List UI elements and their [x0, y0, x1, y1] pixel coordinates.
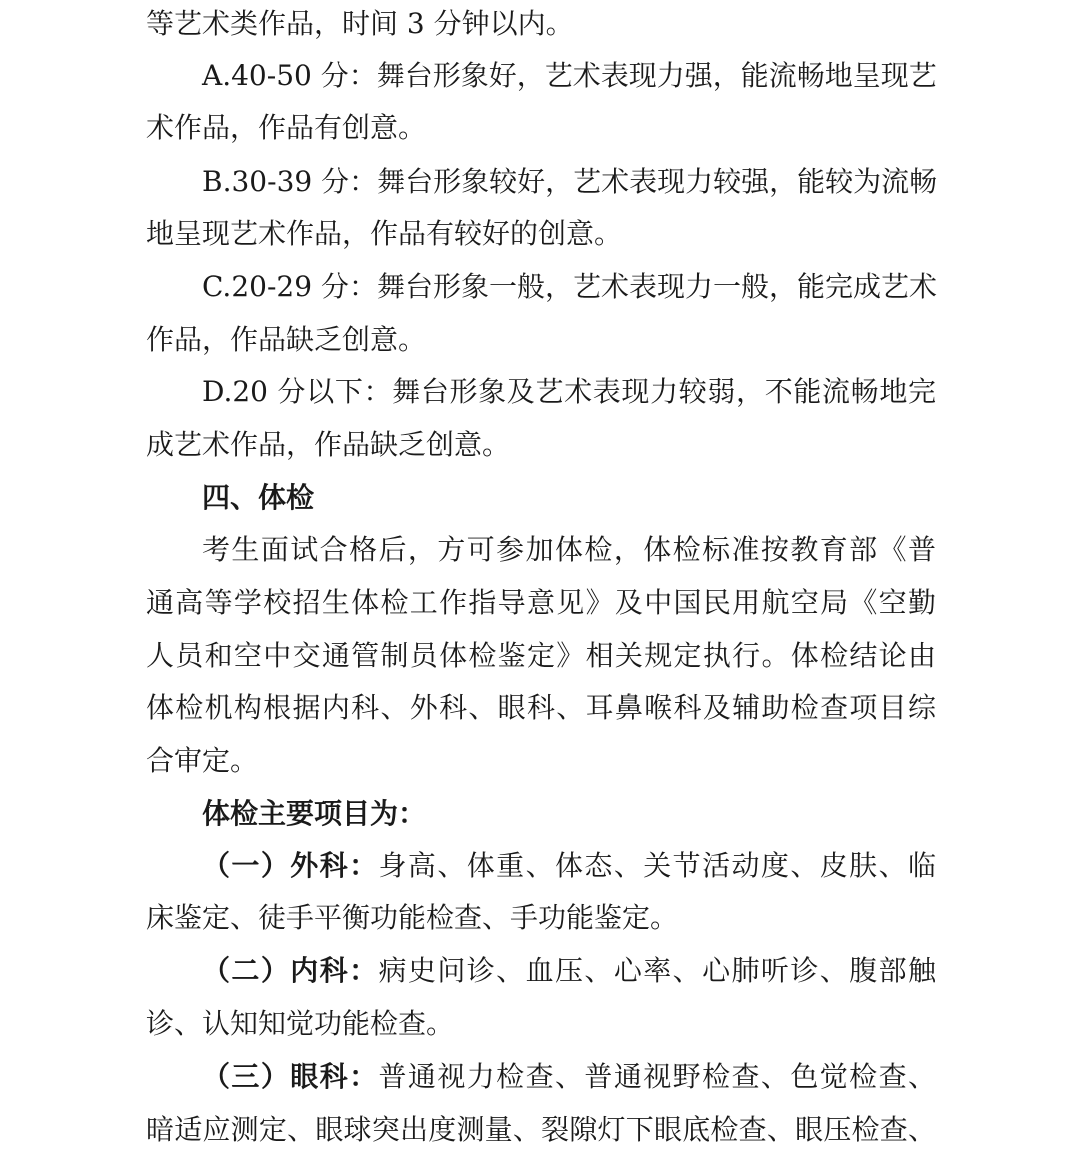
grade-d-line: D.20 分以下：舞台形象及艺术表现力较弱，不能流畅地完 — [202, 375, 936, 408]
grade-a-continuation: 术作品，作品有创意。 — [146, 111, 427, 144]
grade-a-line: A.40-50 分：舞台形象好，艺术表现力强，能流畅地呈现艺 — [202, 59, 937, 92]
item-label: （二）内科： — [202, 954, 379, 987]
section-heading: 四、体检 — [202, 481, 315, 514]
paragraph-line: 通高等学校招生体检工作指导意见》及中国民用航空局《空勤 — [146, 586, 936, 619]
item-text: 病史问诊、血压、心率、心肺听诊、腹部触 — [378, 954, 936, 987]
text-line: 等艺术类作品，时间 3 分钟以内。 — [146, 7, 574, 40]
item-continuation: 暗适应测定、眼球突出度测量、裂隙灯下眼底检查、眼压检查、 — [146, 1113, 936, 1146]
grade-d-continuation: 成艺术作品，作品缺乏创意。 — [146, 428, 511, 461]
grade-b-continuation: 地呈现艺术作品，作品有较好的创意。 — [146, 217, 623, 250]
item-line — [202, 1057, 936, 1097]
item-text: 身高、体重、体态、关节活动度、皮肤、临 — [378, 849, 936, 882]
item-label: （三）眼科： — [202, 1060, 379, 1093]
items-title: 体检主要项目为： — [202, 797, 427, 830]
grade-b-line: B.30-39 分：舞台形象较好，艺术表现力较强，能较为流畅 — [202, 165, 938, 198]
item-line — [202, 846, 936, 886]
paragraph-line: 体检机构根据内科、外科、眼科、耳鼻喉科及辅助检查项目综 — [146, 691, 936, 724]
paragraph-line: 人员和空中交通管制员体检鉴定》相关规定执行。体检结论由 — [146, 639, 936, 672]
item-label: （一）外科： — [202, 849, 379, 882]
item-continuation: 诊、认知知觉功能检查。 — [146, 1007, 455, 1040]
paragraph-line: 考生面试合格后，方可参加体检，体检标准按教育部《普 — [202, 533, 936, 566]
item-line — [202, 951, 936, 991]
item-text: 普通视力检查、普通视野检查、色觉检查、 — [378, 1060, 936, 1093]
item-continuation: 床鉴定、徒手平衡功能检查、手功能鉴定。 — [146, 901, 679, 934]
grade-c-continuation: 作品，作品缺乏创意。 — [146, 323, 427, 356]
grade-c-line: C.20-29 分：舞台形象一般，艺术表现力一般，能完成艺术 — [202, 270, 937, 303]
paragraph-line: 合审定。 — [146, 744, 259, 777]
